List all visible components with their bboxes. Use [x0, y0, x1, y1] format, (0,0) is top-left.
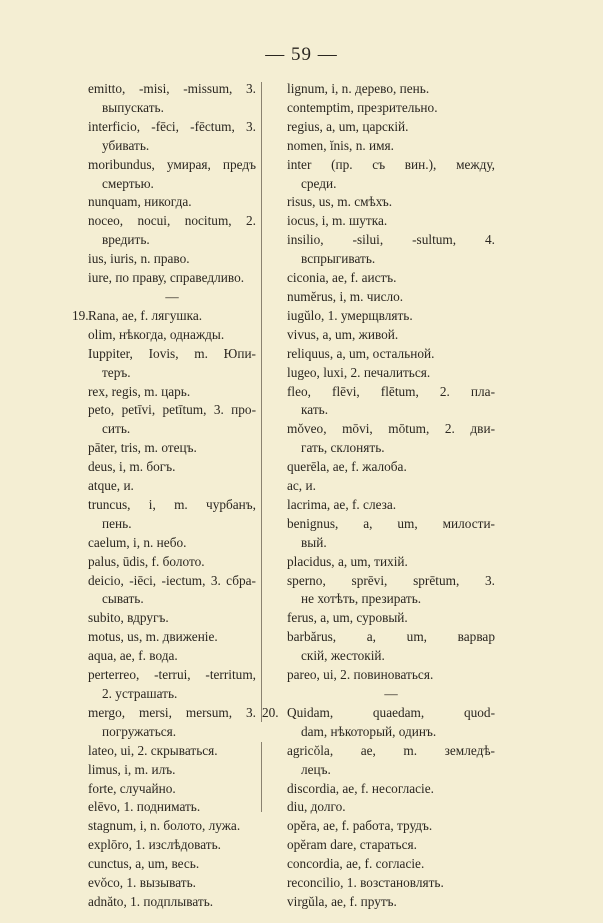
entry-headword: interficio, -fēci, -fēctum, 3. — [88, 118, 256, 134]
entry-headword: iure, по праву, справедливо. — [88, 270, 245, 286]
entry-headword: concordia, ae, f. согласіе. — [287, 856, 425, 872]
dictionary-entry — [287, 137, 495, 156]
entry-headword: adnăto, 1. подплывать. — [88, 893, 214, 909]
entry-headword: regius, a, um, царскій. — [287, 118, 409, 134]
dictionary-entry — [88, 439, 256, 458]
entry-continuation: скій, жестокій. — [301, 648, 385, 664]
entry-continuation: не хотѣть, презирать. — [301, 591, 422, 607]
entry-headword: explōro, 1. изслѣдовать. — [88, 837, 221, 853]
dictionary-entry — [287, 628, 495, 666]
dictionary-entry — [88, 817, 256, 836]
dictionary-entry — [287, 855, 495, 874]
entry-headword: peto, petīvi, petītum, 3. про- — [88, 402, 256, 418]
dictionary-entry — [88, 572, 256, 610]
entry-headword: insilio, -silui, -sultum, 4. — [287, 232, 495, 248]
entry-headword: deus, i, m. богъ. — [88, 459, 176, 475]
right-column — [262, 80, 495, 912]
dictionary-entry — [88, 212, 256, 250]
dictionary-entry — [287, 798, 495, 817]
dictionary-entry — [88, 193, 256, 212]
dictionary-entry — [287, 383, 495, 421]
entry-headword: fleo, flēvi, flētum, 2. пла- — [287, 383, 495, 399]
entry-headword: pareo, ui, 2. повиноваться. — [287, 667, 434, 683]
entry-headword: motus, us, m. движенie. — [88, 629, 218, 645]
entry-headword: aqua, ae, f. вода. — [88, 648, 178, 664]
entry-headword: evŏco, 1. вызывать. — [88, 875, 196, 891]
dictionary-entry — [287, 99, 495, 118]
dictionary-entry — [88, 761, 256, 780]
dictionary-entry — [88, 326, 256, 345]
entry-headword: lacrima, ae, f. слеза. — [287, 496, 397, 512]
entry-headword: discordia, ae, f. несогласіе. — [287, 780, 434, 796]
dictionary-entry — [287, 326, 495, 345]
entry-headword: reliquus, a, um, остальной. — [287, 345, 435, 361]
entry-continuation: вспрыгивать. — [301, 251, 376, 267]
entry-headword: benignus, a, um, милости- — [287, 515, 495, 531]
dictionary-entry — [287, 307, 495, 326]
dictionary-entry — [88, 647, 256, 666]
dictionary-entry — [88, 458, 256, 477]
entry-headword: ac, и. — [287, 478, 316, 494]
section-number: 20. — [262, 704, 279, 720]
dictionary-entry — [88, 666, 256, 704]
entry-continuation: пень. — [102, 515, 132, 531]
dictionary-entry — [88, 269, 256, 288]
section-number: 19. — [72, 307, 89, 323]
dictionary-entry — [287, 420, 495, 458]
column-divider-lower — [261, 742, 262, 812]
entry-headword: barbărus, a, um, варвар — [287, 629, 495, 645]
dictionary-entry — [88, 893, 256, 912]
dictionary-entry — [287, 118, 495, 137]
entry-headword: moribundus, умирая, предъ — [88, 156, 256, 172]
entry-headword: subito, вдругъ. — [88, 610, 169, 626]
entry-headword: mergo, mersi, mersum, 3. — [88, 704, 256, 720]
entry-headword: numĕrus, i, m. число. — [287, 288, 404, 304]
entry-continuation: среди. — [301, 175, 337, 191]
entry-headword: limus, i, m. илъ. — [88, 761, 176, 777]
dictionary-entry — [88, 855, 256, 874]
entry-continuation: вый. — [301, 534, 327, 550]
entry-continuation: лецъ. — [301, 761, 331, 777]
entry-headword: olim, нѣкогда, однажды. — [88, 326, 225, 342]
dictionary-entry — [88, 780, 256, 799]
dictionary-entry — [88, 496, 256, 534]
page-number: — 59 — — [265, 44, 338, 65]
entry-headword: Rana, ae, f. лягушка. — [88, 307, 203, 323]
entry-headword: deicio, -iēci, -iectum, 3. сбра- — [88, 572, 256, 588]
entry-continuation: dam, нѣкоторый, одинъ. — [301, 723, 437, 739]
dictionary-entry — [287, 345, 495, 364]
dictionary-entry — [88, 477, 256, 496]
entry-headword: noceo, nocui, nocitum, 2. — [88, 213, 256, 229]
entry-headword: agricŏla, ae, m. земледѣ- — [287, 742, 495, 758]
dictionary-entry — [88, 118, 256, 156]
entry-headword: pāter, tris, m. отецъ. — [88, 440, 197, 456]
dictionary-entry — [287, 836, 495, 855]
entry-headword: diu, долго. — [287, 799, 346, 815]
dictionary-entry — [287, 477, 495, 496]
entry-headword: contemptim, презрительно. — [287, 99, 438, 115]
entry-continuation: убивать. — [102, 137, 150, 153]
dictionary-entry — [262, 704, 495, 742]
entry-headword: lignum, i, n. дерево, пень. — [287, 81, 430, 96]
dictionary-entry — [88, 383, 256, 402]
dictionary-entry — [88, 401, 256, 439]
entry-continuation: вредить. — [102, 232, 150, 248]
entry-headword: risus, us, m. смѣхъ. — [287, 194, 393, 210]
entry-continuation: смертью. — [102, 175, 154, 191]
dictionary-entry — [88, 836, 256, 855]
entry-headword: reconcilio, 1. возстановлять. — [287, 875, 444, 891]
dictionary-entry — [88, 156, 256, 194]
dictionary-entry — [287, 231, 495, 269]
dictionary-entry — [287, 458, 495, 477]
entry-headword: Iuppiter, Iovis, m. Юпи- — [88, 345, 256, 361]
dictionary-entry — [287, 817, 495, 836]
dictionary-entry — [287, 609, 495, 628]
dictionary-entry — [88, 534, 256, 553]
dictionary-entry — [287, 572, 495, 610]
entry-headword: querēla, ae, f. жалоба. — [287, 459, 407, 475]
separator-dash: — — [384, 686, 398, 701]
dictionary-entry — [88, 345, 256, 383]
entry-headword: stagnum, i, n. болото, лужа. — [88, 818, 241, 834]
dictionary-entry — [287, 893, 495, 912]
entry-continuation: 2. устрашать. — [102, 686, 178, 701]
section-separator — [88, 288, 256, 307]
dictionary-entry — [287, 364, 495, 383]
entry-headword: vivus, a, um, живой. — [287, 326, 399, 342]
entry-headword: nunquam, никогда. — [88, 194, 192, 210]
entry-headword: lateo, ui, 2. скрываться. — [88, 742, 218, 758]
section-separator — [287, 685, 495, 704]
dictionary-entry — [88, 80, 256, 118]
dictionary-entry — [287, 80, 495, 99]
entry-headword: inter (пр. съ вин.), между, — [287, 156, 495, 172]
dictionary-entry — [287, 874, 495, 893]
entry-headword: iugŭlo, 1. умерщвлять. — [287, 307, 413, 323]
entry-headword: placidus, a, um, тихій. — [287, 553, 408, 569]
entry-headword: sperno, sprēvi, sprētum, 3. — [287, 572, 495, 588]
entry-headword: rex, regis, m. царь. — [88, 383, 191, 399]
entry-continuation: сить. — [102, 421, 131, 437]
entry-headword: palus, ūdis, f. болото. — [88, 553, 205, 569]
entry-headword: opĕram dare, стараться. — [287, 837, 417, 853]
entry-headword: atque, и. — [88, 478, 134, 494]
dictionary-entry — [287, 212, 495, 231]
separator-dash: — — [165, 288, 179, 304]
dictionary-entry — [287, 288, 495, 307]
entry-headword: forte, случайно. — [88, 780, 176, 796]
entry-headword: caelum, i, n. небо. — [88, 534, 187, 550]
entry-headword: emitto, -misi, -missum, 3. — [88, 81, 256, 96]
entry-headword: perterreo, -terrui, -territum, — [88, 667, 256, 683]
entry-headword: iocus, i, m. шутка. — [287, 213, 388, 229]
entry-headword: ferus, a, um, суровый. — [287, 610, 408, 626]
entry-continuation: гать, склонять. — [301, 440, 385, 456]
dictionary-entry — [88, 874, 256, 893]
entry-headword: mŏveo, mōvi, mōtum, 2. дви- — [287, 421, 495, 437]
dictionary-entry — [88, 742, 256, 761]
dictionary-entry — [287, 515, 495, 553]
entry-headword: cunctus, a, um, весь. — [88, 856, 200, 872]
dictionary-entry — [287, 496, 495, 515]
entry-continuation: погружаться. — [102, 723, 177, 739]
dictionary-entry — [287, 156, 495, 194]
entry-continuation: сывать. — [102, 591, 144, 607]
dictionary-entry — [88, 628, 256, 647]
column-divider — [261, 82, 262, 722]
entry-headword: truncus, i, m. чурбанъ, — [88, 496, 256, 512]
dictionary-entry — [88, 798, 256, 817]
entry-headword: opĕra, ae, f. работа, трудъ. — [287, 818, 433, 834]
dictionary-entry — [287, 193, 495, 212]
entry-headword: virgŭla, ae, f. прутъ. — [287, 893, 397, 909]
dictionary-entry — [287, 269, 495, 288]
left-column — [72, 80, 256, 912]
entry-continuation: кать. — [301, 402, 329, 418]
entry-headword: ius, iuris, n. право. — [88, 251, 190, 267]
entry-headword: nomen, ĭnis, n. имя. — [287, 137, 394, 153]
dictionary-entry — [72, 307, 256, 326]
dictionary-entry — [88, 250, 256, 269]
entry-headword: ciconia, ae, f. аистъ. — [287, 270, 397, 286]
dictionary-entry — [88, 704, 256, 742]
entry-headword: lugeo, luxi, 2. печалиться. — [287, 364, 431, 380]
dictionary-entry — [88, 609, 256, 628]
entry-continuation: теръ. — [102, 364, 131, 380]
dictionary-entry — [88, 553, 256, 572]
entry-headword: Quidam, quaedam, quod- — [287, 704, 495, 720]
dictionary-entry — [287, 780, 495, 799]
entry-headword: elēvo, 1. поднимать. — [88, 799, 201, 815]
dictionary-entry — [287, 666, 495, 685]
entry-continuation: выпускать. — [102, 99, 164, 115]
dictionary-entry — [287, 553, 495, 572]
dictionary-entry — [287, 742, 495, 780]
